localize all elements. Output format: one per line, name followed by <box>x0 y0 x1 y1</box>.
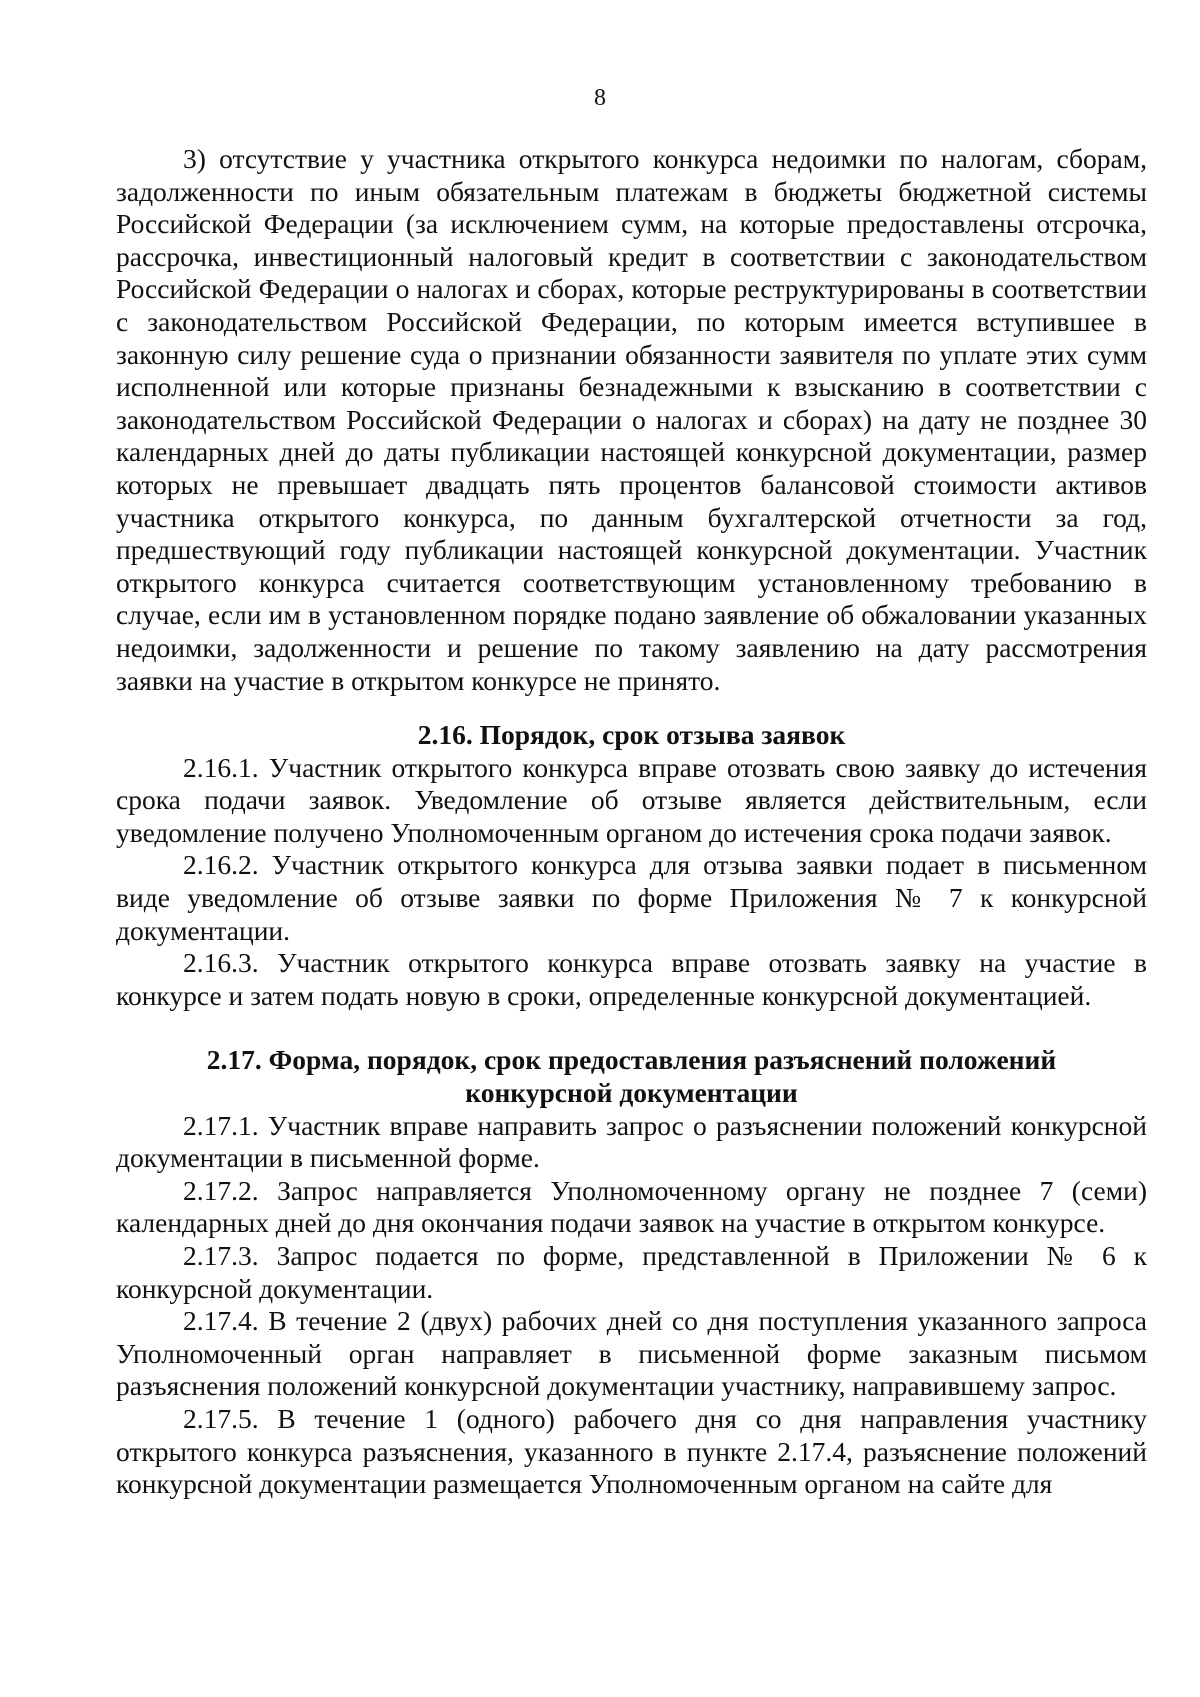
paragraph-2-17-1: 2.17.1. Участник вправе направить запрос о разъяснении положений конкурсной документации в письменной форме. <box>116 1109 1147 1174</box>
page-number: 8 <box>594 85 606 111</box>
section-2-17-heading-line-2: конкурсной документации <box>465 1077 798 1109</box>
section-2-17-heading-line-1: 2.17. Форма, порядок, срок предоставления разъяснений положений <box>206 1044 1057 1076</box>
section-2-16-heading: 2.16. Порядок, срок отзыва заявок <box>417 719 846 751</box>
paragraph-2-17-3: 2.17.3. Запрос подается по форме, представленной в Приложении № 6 к конкурсной документации. <box>116 1240 1147 1304</box>
paragraph-2-17-4: 2.17.4. В течение 2 (двух) рабочих дней со дня поступления указанного запроса Уполномоченный орган направляет в письменной форме заказным письмом разъяснения положений конкурсной документации участнику, направившему запрос. <box>116 1305 1147 1402</box>
section-spacer <box>116 697 1147 719</box>
section-spacer <box>116 1012 1147 1044</box>
paragraph-2-16-1: 2.16.1. Участник открытого конкурса вправе отозвать свою заявку до истечения срока подачи заявок. Уведомление об отзыве является действительным, если уведомление получено Уполномоченным органом до истечения срока подачи заявок. <box>116 751 1147 848</box>
intro-paragraph: 3) отсутствие у участника открытого конкурса недоимки по налогам, сборам, задолженности по иным обязательным платежам в бюджеты бюджетной системы Российской Федерации (за исключением сумм, на которые предоставлены отсрочка, рассрочка, инвестиционный налоговый кредит в соответствии с законодательством Российской Федерации о налогах и сборах, которые реструктурированы в соответствии с законодательством Российской Федерации, по которым имеется вступившее в законную силу решение суда о признании обязанности заявителя по уплате этих сумм исполненной или которые признаны безнадежными к взысканию в соответствии с законодательством Российской Федерации о налогах и сборах) на дату не позднее 30 календарных дней до даты публикации настоящей конкурсной документации, размер которых не превышает двадцать пять процентов балансовой стоимости активов участника открытого конкурса, по данным бухгалтерской отчетности за год, предшествующий году публикации настоящей конкурсной документации. Участник открытого конкурса считается соответствующим установленному требованию в случае, если им в установленном порядке подано заявление об обжаловании указанных недоимки, задолженности и решение по такому заявлению на дату рассмотрения заявки на участие в открытом конкурсе не принято. <box>116 143 1147 696</box>
paragraph-2-17-5: 2.17.5. В течение 1 (одного) рабочего дня со дня направления участнику открытого конкурса разъяснения, указанного в пункте 2.17.4, разъяснение положений конкурсной документации размещается Уполномоченным органом на сайте для <box>116 1402 1147 1500</box>
paragraph-2-17-2: 2.17.2. Запрос направляется Уполномоченному органу не позднее 7 (семи) календарных дней до дня окончания подачи заявок на участие в открытом конкурсе. <box>116 1174 1147 1239</box>
page-content <box>116 143 1147 1501</box>
paragraph-2-16-2: 2.16.2. Участник открытого конкурса для отзыва заявки подает в письменном виде уведомление об отзыве заявки по форме Приложения № 7 к конкурсной документации. <box>116 849 1147 946</box>
paragraph-2-16-3: 2.16.3. Участник открытого конкурса вправе отозвать заявку на участие в конкурсе и затем подать новую в сроки, определенные конкурсной документацией. <box>116 947 1147 1011</box>
